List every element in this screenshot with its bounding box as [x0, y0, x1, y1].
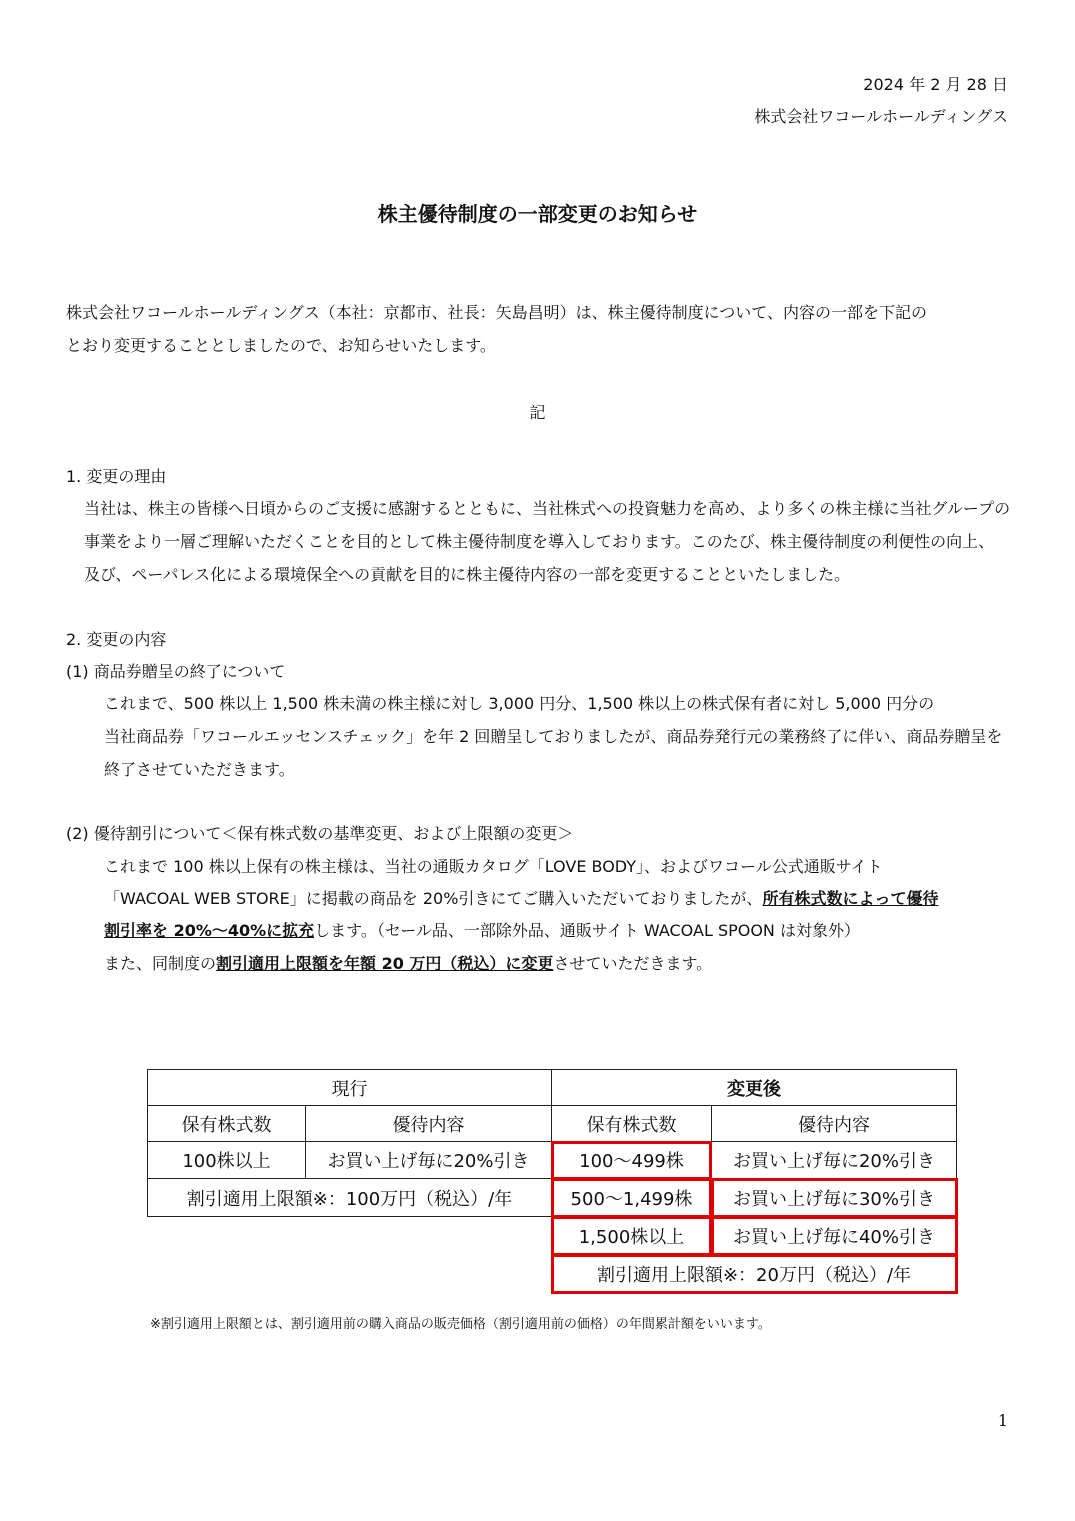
line4-plain-a: また、同制度の — [104, 954, 217, 973]
line2-plain: 「WACOAL WEB STORE」に掲載の商品を 20%引きにてご購入いただいておりましたが、 — [104, 889, 763, 908]
section2-sub1-line-3: 終了させていただきます。 — [104, 760, 295, 779]
after-col-shares: 保有株式数 — [551, 1105, 712, 1142]
section1-heading: 1. 変更の理由 — [66, 467, 167, 486]
line2-bold-underline: 所有株式数によって優待 — [762, 889, 939, 908]
after-row-2-benefit: お買い上げ毎に30%引き — [711, 1178, 957, 1217]
current-row-benefit: お買い上げ毎に20%引き — [305, 1141, 552, 1179]
current-col-shares: 保有株式数 — [147, 1105, 306, 1142]
line4-bold-underline: 割引適用上限額を年額 20 万円（税込）に変更 — [216, 954, 554, 973]
section2-sub2-line-3 — [104, 918, 860, 941]
after-limit: 割引適用上限額※：20万円（税込）/年 — [551, 1254, 957, 1293]
current-col-benefit: 優待内容 — [305, 1105, 552, 1142]
section2-sub2-line-4 — [104, 951, 712, 974]
after-row-3-benefit: お買い上げ毎に40%引き — [711, 1216, 957, 1255]
after-row-3-shares: 1,500株以上 — [551, 1216, 712, 1255]
footnote: ※割引適用上限額とは、割引適用前の購入商品の販売価格（割引適用前の価格）の年間累計額をいいます。 — [150, 1317, 771, 1332]
line4-plain-b: させていただきます。 — [553, 954, 713, 973]
intro-line-2: とおり変更することとしましたので、お知らせいたします。 — [66, 336, 496, 355]
section2-sub2-heading: (2) 優待割引について＜保有株式数の基準変更、および上限額の変更＞ — [66, 824, 574, 843]
section1-line-2: 事業をより一層ご理解いただくことを目的として株主優待制度を導入しております。このたび、株主優待制度の利便性の向上、 — [84, 532, 995, 551]
after-header: 変更後 — [551, 1069, 957, 1106]
intro-line-1: 株式会社ワコールホールディングス（本社：京都市、社長：矢島昌明）は、株主優待制度について、内容の一部を下記の — [66, 303, 927, 322]
section1-line-1: 当社は、株主の皆様へ日頃からのご支援に感謝するとともに、当社株式への投資魅力を高め、より多くの株主様に当社グループの — [84, 499, 1011, 518]
after-row-1-shares: 100～499株 — [551, 1141, 712, 1179]
ki-mark: 記 — [529, 403, 546, 422]
line3-plain: します。（セール品、一部除外品、通販サイト WACOAL SPOON は対象外） — [314, 921, 860, 940]
section2-heading: 2. 変更の内容 — [66, 630, 167, 649]
section2-sub1-heading: (1) 商品券贈呈の終了について — [66, 662, 286, 681]
line3-bold-underline: 割引率を 20%～40%に拡充 — [104, 921, 315, 940]
section1-line-3: 及び、ペーパレス化による環境保全への貢献を目的に株主優待内容の一部を変更することといたしました。 — [84, 565, 851, 584]
section2-sub1-line-2: 当社商品券「ワコールエッセンスチェック」を年 2 回贈呈しておりましたが、商品券発行元の業務終了に伴い、商品券贈呈を — [104, 727, 1003, 746]
page-title: 株主優待制度の一部変更のお知らせ — [377, 202, 698, 226]
section2-sub2-line-2 — [104, 886, 938, 909]
section2-sub2-line-1: これまで 100 株以上保有の株主様は、当社の通販カタログ「LOVE BODY」、およびワコール公式通販サイト — [104, 857, 883, 876]
current-row-shares: 100株以上 — [147, 1141, 306, 1179]
page-number: 1 — [997, 1411, 1008, 1430]
company-name: 株式会社ワコールホールディングス — [754, 107, 1008, 126]
section2-sub1-line-1: これまで、500 株以上 1,500 株未満の株主様に対し 3,000 円分、1,500 株以上の株式保有者に対し 5,000 円分の — [104, 694, 935, 713]
after-col-benefit: 優待内容 — [711, 1105, 957, 1142]
current-header: 現行 — [147, 1069, 552, 1106]
current-limit: 割引適用上限額※：100万円（税込）/年 — [147, 1178, 552, 1217]
after-row-1-benefit: お買い上げ毎に20%引き — [711, 1141, 957, 1179]
document-date: 2024 年 2 月 28 日 — [863, 75, 1008, 94]
after-row-2-shares: 500～1,499株 — [551, 1178, 712, 1217]
